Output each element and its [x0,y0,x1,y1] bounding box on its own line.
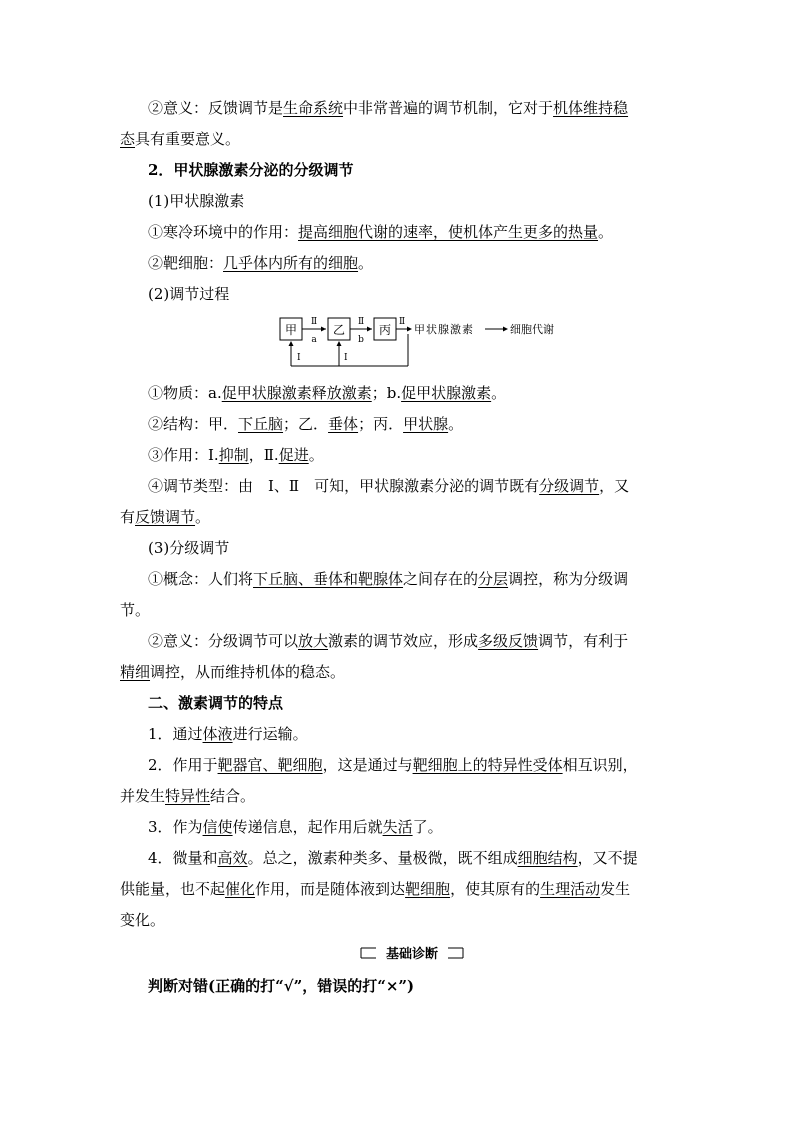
text-line-9 [148,414,463,434]
text-line-24 [120,879,630,899]
regulation-diagram [278,312,558,372]
text-seg: 。 [308,446,324,464]
text-line-23 [148,848,638,868]
text-seg: 。总之，激素种类多、量极微，既不组成 [247,849,518,867]
underlined-term: 体液 [202,725,233,743]
text-line-21 [120,786,255,806]
arrow-label-ii-3: Ⅱ [398,317,406,327]
text-seg: 调控，从而维持机体的稳态。 [150,663,346,681]
section-heading: 二、激素调节的特点 [148,694,284,712]
text-seg: ①概念：人们将 [148,570,254,588]
text-line-14 [148,569,628,589]
text-seg: 了。 [412,818,443,836]
text-seg: 具有重要意义。 [135,130,241,148]
text-seg: 中非常普遍的调节机制，它对于 [343,99,554,117]
text-seg: 进行运输。 [232,725,308,743]
text-seg: 激素的调节效应，形成 [328,632,479,650]
underlined-term: 反馈调节 [135,508,196,526]
text-seg: 2．作用于 [148,756,218,774]
underlined-term: 靶细胞 [405,880,451,898]
underlined-term: 精细 [120,663,151,681]
text-line-6 [148,253,373,273]
text-seg: 之间存在的 [403,570,479,588]
underlined-term: 生理活动 [540,880,601,898]
text-seg: 传递信息，起作用后就 [232,818,383,836]
effect-label: 细胞代谢 [510,323,554,336]
underlined-term: 促进 [278,446,309,464]
underlined-term: 生命系统 [283,99,344,117]
text-line-2 [120,129,240,149]
text-line-19 [148,724,308,744]
text-seg: ②靶细胞： [148,254,224,272]
subheading: (1)甲状腺激素 [148,192,245,210]
text-seg: ，又不提 [577,849,638,867]
underlined-term: 多级反馈 [478,632,539,650]
feedback-label-i-2: Ⅰ [344,353,348,363]
text-line-20 [148,755,638,775]
text-seg: 。 [448,415,464,433]
text-line-17 [120,662,345,682]
text-seg: 相互识别， [562,756,638,774]
text-line-25: 变化。 [120,911,166,929]
instruction-line: 判断对错(正确的打“√”，错误的打“×”) [148,977,415,995]
underlined-term: 提高细胞代谢的速率，使机体产生更多的热量 [298,223,599,241]
underlined-term: 分层 [478,570,509,588]
text-seg: 结合。 [210,787,256,805]
box-yi-label: 乙 [332,323,346,337]
text-seg: 4．微量和 [148,849,218,867]
text-seg: 3．作为 [148,818,203,836]
text-seg: 并发生 [120,787,166,805]
text-line-16 [148,631,628,651]
text-line-22 [148,817,443,837]
text-seg: ①寒冷环境中的作用： [148,223,299,241]
section-heading: 2．甲状腺激素分泌的分级调节 [148,161,354,179]
box-jia-label: 甲 [284,323,298,337]
text-seg: ④调节类型：由 Ⅰ、Ⅱ 可知，甲状腺激素分泌的调节既有 [148,477,540,495]
underlined-term: 机体维持稳 [553,99,629,117]
underlined-term: 下丘脑、垂体和靶腺体 [253,570,404,588]
underlined-term: 甲状腺 [403,415,449,433]
text-seg: ②意义：反馈调节是 [148,99,284,117]
text-line-1 [148,98,628,118]
underlined-term: 特异性 [165,787,211,805]
text-line-5 [148,222,613,242]
arrow-label-a: a [311,335,317,345]
underlined-term: 信使 [202,818,233,836]
text-seg: ②结构：甲． [148,415,239,433]
box-bing-label: 丙 [378,323,392,337]
subheading: (2)调节过程 [148,285,230,303]
underlined-term: 失活 [382,818,413,836]
feedback-label-i-1: Ⅰ [297,353,301,363]
underlined-term: 靶细胞上的特异性受体 [412,756,563,774]
text-seg: ，Ⅱ. [248,446,279,464]
underlined-term: 放大 [298,632,329,650]
underlined-term: 促甲状腺激素 [401,384,492,402]
text-line-8 [148,383,506,403]
underlined-term: 细胞结构 [517,849,578,867]
arrow-label-b: b [358,335,364,345]
subheading: (3)分级调节 [148,539,230,557]
underlined-term: 抑制 [218,446,249,464]
underlined-term: 催化 [225,880,256,898]
text-seg: 。 [491,384,507,402]
arrow-label-ii-1: Ⅱ [310,317,318,327]
text-seg: ；丙． [358,415,404,433]
text-seg: 调节，有利于 [538,632,629,650]
text-seg: ；乙． [283,415,329,433]
text-seg: ②意义：分级调节可以 [148,632,299,650]
text-seg: 调控，称为分级调 [508,570,629,588]
section-badge [360,944,464,962]
underlined-term: 分级调节 [539,477,600,495]
text-seg: 。 [195,508,211,526]
text-seg: 有 [120,508,136,526]
text-seg: 。 [358,254,374,272]
underlined-term: 下丘脑 [238,415,284,433]
section-badge-label: 基础诊断 [385,947,439,962]
text-line-12 [120,507,210,527]
arrow-label-ii-2: Ⅱ [357,317,365,327]
underlined-term: 高效 [217,849,248,867]
text-seg: ③作用：Ⅰ. [148,446,219,464]
underlined-term: 几乎体内所有的细胞 [223,254,359,272]
text-seg: ，又 [599,477,630,495]
text-seg: ，这是通过与 [322,756,413,774]
text-seg: 供能量，也不起 [120,880,226,898]
text-seg: ①物质：a. [148,384,222,402]
text-line-15: 节。 [120,601,151,619]
underlined-term: 促甲状腺激素释放激素 [221,384,372,402]
text-seg: ，使其原有的 [450,880,541,898]
product-label: 甲状腺激素 [414,323,474,336]
text-seg: 。 [598,223,614,241]
text-line-10 [148,445,324,465]
underlined-term: 垂体 [328,415,359,433]
underlined-term: 靶器官、靶细胞 [217,756,323,774]
text-seg: 发生 [600,880,631,898]
text-seg: 1．通过 [148,725,203,743]
text-line-11 [148,476,629,496]
text-seg: ；b. [371,384,402,402]
text-seg: 作用，而是随体液到达 [255,880,406,898]
underlined-term: 态 [120,130,136,148]
